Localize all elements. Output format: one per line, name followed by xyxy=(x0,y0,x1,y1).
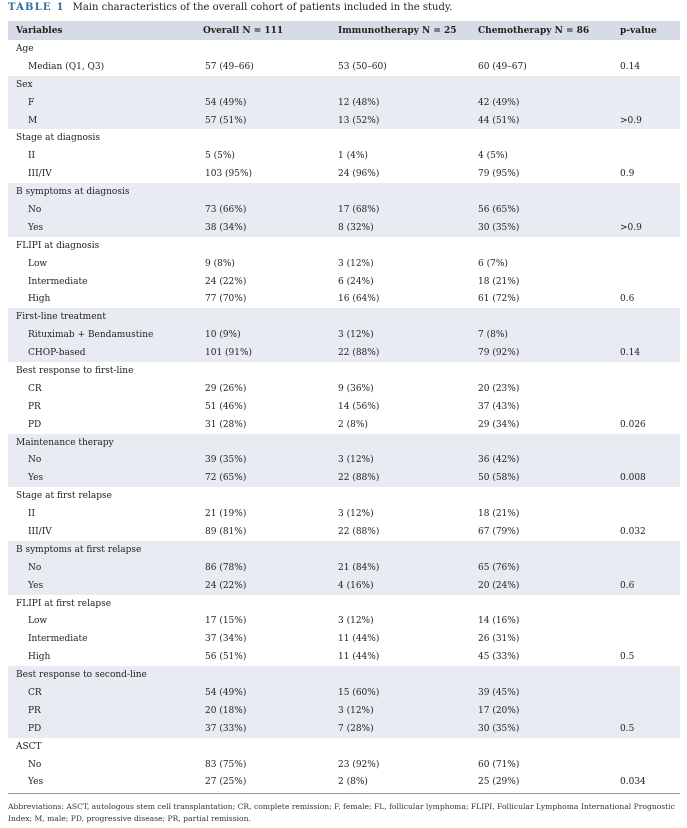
chemotherapy-cell: 18 (21%) xyxy=(478,509,520,520)
empty-cell xyxy=(338,76,478,94)
table-row xyxy=(8,94,680,112)
empty-cell xyxy=(620,40,680,58)
overall-cell: 51 (46%) xyxy=(205,401,247,412)
group-header-row xyxy=(8,541,680,559)
table-row xyxy=(8,630,680,648)
overall-cell: 29 (26%) xyxy=(205,383,247,394)
variable-cell: CHOP-based xyxy=(8,344,203,362)
empty-cell xyxy=(338,40,478,58)
empty-cell xyxy=(478,362,620,380)
chemotherapy-cell: 20 (23%) xyxy=(478,383,520,394)
table-row xyxy=(8,290,680,308)
group-header-row xyxy=(8,40,680,58)
empty-cell xyxy=(203,362,338,380)
group-header-row xyxy=(8,308,680,326)
empty-cell xyxy=(203,40,338,58)
table-row xyxy=(8,219,680,237)
table-row xyxy=(8,684,680,702)
empty-cell xyxy=(478,595,620,613)
group-header-row xyxy=(8,738,680,756)
variable-cell: PR xyxy=(28,401,41,412)
table-row xyxy=(8,523,680,541)
group-header-row xyxy=(8,129,680,147)
variable-cell: CR xyxy=(28,383,42,394)
chemotherapy-cell: 39 (45%) xyxy=(478,684,620,702)
empty-cell xyxy=(203,666,338,684)
empty-cell xyxy=(203,308,338,326)
group-header-row xyxy=(8,362,680,380)
col-header-overall: Overall N = 111 xyxy=(203,21,338,40)
overall-cell: 5 (5%) xyxy=(205,151,235,162)
table-row xyxy=(8,756,680,774)
immunotherapy-cell: 53 (50–60) xyxy=(338,61,387,72)
chemotherapy-cell: 56 (65%) xyxy=(478,201,620,219)
immunotherapy-cell: 16 (64%) xyxy=(338,294,380,305)
immunotherapy-cell: 4 (16%) xyxy=(338,577,478,595)
group-name: B symptoms at first relapse xyxy=(8,541,203,559)
empty-cell xyxy=(478,40,620,58)
chemotherapy-cell: 26 (31%) xyxy=(478,634,520,645)
immunotherapy-cell: 24 (96%) xyxy=(338,169,380,180)
p-value-cell xyxy=(620,505,680,523)
p-value-cell xyxy=(620,702,680,720)
table-label: TABLE 1 xyxy=(8,2,65,13)
overall-cell: 89 (81%) xyxy=(205,526,247,537)
overall-cell: 27 (25%) xyxy=(205,777,247,788)
empty-cell xyxy=(478,738,620,756)
overall-cell: 37 (33%) xyxy=(203,720,338,738)
immunotherapy-cell: 1 (4%) xyxy=(338,151,368,162)
empty-cell xyxy=(620,362,680,380)
group-header-row xyxy=(8,237,680,255)
chemotherapy-cell: 79 (92%) xyxy=(478,344,620,362)
table-row xyxy=(8,702,680,720)
table-row xyxy=(8,255,680,273)
overall-cell: 77 (70%) xyxy=(205,294,247,305)
overall-cell: 24 (22%) xyxy=(205,276,247,287)
empty-cell xyxy=(620,183,680,201)
chemotherapy-cell: 79 (95%) xyxy=(478,169,520,180)
col-header-variables: Variables xyxy=(8,21,203,40)
empty-cell xyxy=(338,487,478,505)
overall-cell: 10 (9%) xyxy=(203,326,338,344)
overall-cell: 37 (34%) xyxy=(205,634,247,645)
empty-cell xyxy=(478,183,620,201)
group-name: ASCT xyxy=(16,741,42,752)
immunotherapy-cell: 3 (12%) xyxy=(338,258,374,269)
table-row xyxy=(8,398,680,416)
table-row xyxy=(8,577,680,595)
empty-cell xyxy=(338,237,478,255)
overall-cell: 21 (19%) xyxy=(205,509,247,520)
group-header-row xyxy=(8,666,680,684)
immunotherapy-cell: 6 (24%) xyxy=(338,276,374,287)
immunotherapy-cell: 3 (12%) xyxy=(338,326,478,344)
empty-cell xyxy=(203,183,338,201)
empty-cell xyxy=(478,76,620,94)
table-title: Main characteristics of the overall cohort of patients included in the study. xyxy=(72,2,453,13)
overall-cell: 38 (34%) xyxy=(203,219,338,237)
variable-cell: No xyxy=(28,759,42,770)
empty-cell xyxy=(478,129,620,147)
overall-cell: 101 (91%) xyxy=(203,344,338,362)
p-value-cell: 0.008 xyxy=(620,469,680,487)
immunotherapy-cell: 8 (32%) xyxy=(338,219,478,237)
overall-cell: 57 (51%) xyxy=(203,112,338,130)
overall-cell: 72 (65%) xyxy=(203,469,338,487)
immunotherapy-cell: 13 (52%) xyxy=(338,112,478,130)
p-value-cell: 0.5 xyxy=(620,720,680,738)
table-row xyxy=(8,559,680,577)
chemotherapy-cell: 61 (72%) xyxy=(478,294,520,305)
empty-cell xyxy=(620,666,680,684)
table-row xyxy=(8,147,680,165)
variable-cell: No xyxy=(8,201,203,219)
variable-cell: Low xyxy=(28,616,48,627)
empty-cell xyxy=(203,738,338,756)
p-value-cell xyxy=(620,684,680,702)
characteristics-table xyxy=(8,21,680,791)
variable-cell: No xyxy=(8,451,203,469)
table-row xyxy=(8,201,680,219)
overall-cell: 56 (51%) xyxy=(205,652,247,663)
empty-cell xyxy=(203,76,338,94)
p-value-cell xyxy=(620,613,680,631)
variable-cell: F xyxy=(8,94,203,112)
chemotherapy-cell: 44 (51%) xyxy=(478,112,620,130)
chemotherapy-cell: 37 (43%) xyxy=(478,401,520,412)
variable-cell: Rituximab + Bendamustine xyxy=(8,326,203,344)
variable-cell: M xyxy=(8,112,203,130)
empty-cell xyxy=(620,76,680,94)
col-header-p-value: p-value xyxy=(620,21,680,40)
group-name: B symptoms at diagnosis xyxy=(8,183,203,201)
p-value-cell: 0.9 xyxy=(620,169,635,180)
immunotherapy-cell: 23 (92%) xyxy=(338,759,380,770)
variable-cell: II xyxy=(28,509,36,520)
table-row xyxy=(8,326,680,344)
empty-cell xyxy=(338,666,478,684)
p-value-cell xyxy=(620,273,680,291)
table-row xyxy=(8,451,680,469)
empty-cell xyxy=(338,129,478,147)
variable-cell: PR xyxy=(8,702,203,720)
p-value-cell: 0.026 xyxy=(620,419,646,430)
empty-cell xyxy=(478,434,620,452)
p-value-cell: 0.034 xyxy=(620,777,646,788)
chemotherapy-cell: 29 (34%) xyxy=(478,419,520,430)
group-header-row xyxy=(8,595,680,613)
immunotherapy-cell: 22 (88%) xyxy=(338,469,478,487)
overall-cell: 103 (95%) xyxy=(205,169,253,180)
immunotherapy-cell: 22 (88%) xyxy=(338,344,478,362)
immunotherapy-cell: 3 (12%) xyxy=(338,702,478,720)
chemotherapy-cell: 65 (76%) xyxy=(478,559,620,577)
empty-cell xyxy=(478,237,620,255)
p-value-cell: 0.032 xyxy=(620,526,646,537)
chemotherapy-cell: 60 (49–67) xyxy=(478,61,527,72)
group-name: Age xyxy=(16,43,34,54)
group-name: Stage at diagnosis xyxy=(16,133,101,144)
p-value-cell xyxy=(620,380,680,398)
table-row xyxy=(8,505,680,523)
variable-cell: Yes xyxy=(8,469,203,487)
group-name: Sex xyxy=(8,76,203,94)
immunotherapy-cell: 2 (8%) xyxy=(338,419,368,430)
chemotherapy-cell: 45 (33%) xyxy=(478,652,520,663)
empty-cell xyxy=(338,738,478,756)
variable-cell: High xyxy=(28,652,51,663)
p-value-cell: 0.14 xyxy=(620,344,680,362)
table-header-row xyxy=(8,21,680,40)
empty-cell xyxy=(203,434,338,452)
immunotherapy-cell: 15 (60%) xyxy=(338,684,478,702)
p-value-cell xyxy=(620,94,680,112)
chemotherapy-cell: 6 (7%) xyxy=(478,258,508,269)
table-row xyxy=(8,273,680,291)
group-name: First-line treatment xyxy=(8,308,203,326)
overall-cell: 39 (35%) xyxy=(203,451,338,469)
empty-cell xyxy=(620,308,680,326)
chemotherapy-cell: 18 (21%) xyxy=(478,276,520,287)
variable-cell: III/IV xyxy=(28,169,52,180)
p-value-cell xyxy=(620,326,680,344)
immunotherapy-cell: 2 (8%) xyxy=(338,777,368,788)
overall-cell: 54 (49%) xyxy=(203,684,338,702)
immunotherapy-cell: 11 (44%) xyxy=(338,652,380,663)
overall-cell: 73 (66%) xyxy=(203,201,338,219)
variable-cell: Intermediate xyxy=(28,634,88,645)
variable-cell: Yes xyxy=(28,777,44,788)
group-name: Best response to second-line xyxy=(8,666,203,684)
p-value-cell xyxy=(620,756,680,774)
p-value-cell: 0.6 xyxy=(620,294,635,305)
overall-cell: 24 (22%) xyxy=(203,577,338,595)
empty-cell xyxy=(478,487,620,505)
variable-cell: Yes xyxy=(8,219,203,237)
table-bottom-rule xyxy=(8,793,680,794)
variable-cell: High xyxy=(28,294,51,305)
table-row xyxy=(8,58,680,76)
empty-cell xyxy=(203,237,338,255)
group-header-row xyxy=(8,76,680,94)
overall-cell: 20 (18%) xyxy=(203,702,338,720)
immunotherapy-cell: 7 (28%) xyxy=(338,720,478,738)
immunotherapy-cell: 21 (84%) xyxy=(338,559,478,577)
p-value-cell xyxy=(620,255,680,273)
table-row xyxy=(8,648,680,666)
empty-cell xyxy=(338,308,478,326)
immunotherapy-cell: 11 (44%) xyxy=(338,634,380,645)
group-name: FLIPI at first relapse xyxy=(16,598,112,609)
immunotherapy-cell: 17 (68%) xyxy=(338,201,478,219)
table-caption xyxy=(8,1,452,15)
chemotherapy-cell: 17 (20%) xyxy=(478,702,620,720)
col-header-immunotherapy: Immunotherapy N = 25 xyxy=(338,21,478,40)
empty-cell xyxy=(203,541,338,559)
p-value-cell xyxy=(620,398,680,416)
table-row xyxy=(8,613,680,631)
immunotherapy-cell: 3 (12%) xyxy=(338,616,374,627)
empty-cell xyxy=(620,434,680,452)
empty-cell xyxy=(338,595,478,613)
empty-cell xyxy=(620,738,680,756)
table-row xyxy=(8,720,680,738)
table-row xyxy=(8,469,680,487)
variable-cell: II xyxy=(28,151,36,162)
empty-cell xyxy=(203,487,338,505)
empty-cell xyxy=(620,487,680,505)
variable-cell: No xyxy=(8,559,203,577)
empty-cell xyxy=(478,308,620,326)
overall-cell: 83 (75%) xyxy=(205,759,247,770)
p-value-cell xyxy=(620,201,680,219)
group-name: Maintenance therapy xyxy=(8,434,203,452)
immunotherapy-cell: 12 (48%) xyxy=(338,94,478,112)
empty-cell xyxy=(203,129,338,147)
variable-cell: Yes xyxy=(8,577,203,595)
empty-cell xyxy=(338,541,478,559)
empty-cell xyxy=(620,541,680,559)
table-row xyxy=(8,416,680,434)
chemotherapy-cell: 50 (58%) xyxy=(478,469,620,487)
col-header-chemotherapy: Chemotherapy N = 86 xyxy=(478,21,620,40)
chemotherapy-cell: 36 (42%) xyxy=(478,451,620,469)
p-value-cell xyxy=(620,559,680,577)
immunotherapy-cell: 9 (36%) xyxy=(338,383,374,394)
empty-cell xyxy=(338,183,478,201)
empty-cell xyxy=(478,666,620,684)
p-value-cell: >0.9 xyxy=(620,219,680,237)
variable-cell: PD xyxy=(8,720,203,738)
group-name: FLIPI at diagnosis xyxy=(16,240,100,251)
chemotherapy-cell: 20 (24%) xyxy=(478,577,620,595)
variable-cell: Low xyxy=(28,258,48,269)
immunotherapy-cell: 3 (12%) xyxy=(338,451,478,469)
empty-cell xyxy=(203,595,338,613)
group-name: Best response to first-line xyxy=(16,365,134,376)
empty-cell xyxy=(620,129,680,147)
overall-cell: 57 (49–66) xyxy=(205,61,254,72)
group-header-row xyxy=(8,183,680,201)
variable-cell: III/IV xyxy=(28,526,52,537)
table-row xyxy=(8,112,680,130)
overall-cell: 54 (49%) xyxy=(203,94,338,112)
chemotherapy-cell: 30 (35%) xyxy=(478,219,620,237)
overall-cell: 86 (78%) xyxy=(203,559,338,577)
chemotherapy-cell: 4 (5%) xyxy=(478,151,508,162)
p-value-cell: 0.14 xyxy=(620,61,641,72)
p-value-cell xyxy=(620,147,680,165)
table-footnote: Abbreviations: ASCT, autologous stem cell transplantation; CR, complete remission; F, female; FL, follicular lymphoma; FLIPI, Follicular Lymphoma International Prognostic Index; M, male; PD, progressive disease; PR, partial remission. xyxy=(8,802,675,823)
chemotherapy-cell: 25 (29%) xyxy=(478,777,520,788)
empty-cell xyxy=(478,541,620,559)
p-value-cell xyxy=(620,630,680,648)
p-value-cell: >0.9 xyxy=(620,112,680,130)
overall-cell: 9 (8%) xyxy=(205,258,235,269)
immunotherapy-cell: 3 (12%) xyxy=(338,509,374,520)
variable-cell: CR xyxy=(8,684,203,702)
variable-cell: PD xyxy=(28,419,42,430)
table-row xyxy=(8,380,680,398)
group-header-row xyxy=(8,434,680,452)
immunotherapy-cell: 14 (56%) xyxy=(338,401,380,412)
chemotherapy-cell: 60 (71%) xyxy=(478,759,520,770)
group-header-row xyxy=(8,487,680,505)
p-value-cell xyxy=(620,451,680,469)
empty-cell xyxy=(338,434,478,452)
overall-cell: 17 (15%) xyxy=(205,616,247,627)
p-value-cell: 0.6 xyxy=(620,577,680,595)
empty-cell xyxy=(620,237,680,255)
table-body xyxy=(8,40,680,791)
immunotherapy-cell: 22 (88%) xyxy=(338,526,380,537)
table-row xyxy=(8,774,680,792)
chemotherapy-cell: 67 (79%) xyxy=(478,526,520,537)
table-row xyxy=(8,165,680,183)
variable-cell: Intermediate xyxy=(28,276,88,287)
overall-cell: 31 (28%) xyxy=(205,419,247,430)
p-value-cell: 0.5 xyxy=(620,652,635,663)
empty-cell xyxy=(338,362,478,380)
chemotherapy-cell: 7 (8%) xyxy=(478,326,620,344)
chemotherapy-cell: 30 (35%) xyxy=(478,720,620,738)
chemotherapy-cell: 42 (49%) xyxy=(478,94,620,112)
group-name: Stage at first relapse xyxy=(16,491,112,502)
empty-cell xyxy=(620,595,680,613)
table-row xyxy=(8,344,680,362)
variable-cell: Median (Q1, Q3) xyxy=(28,61,105,72)
chemotherapy-cell: 14 (16%) xyxy=(478,616,520,627)
